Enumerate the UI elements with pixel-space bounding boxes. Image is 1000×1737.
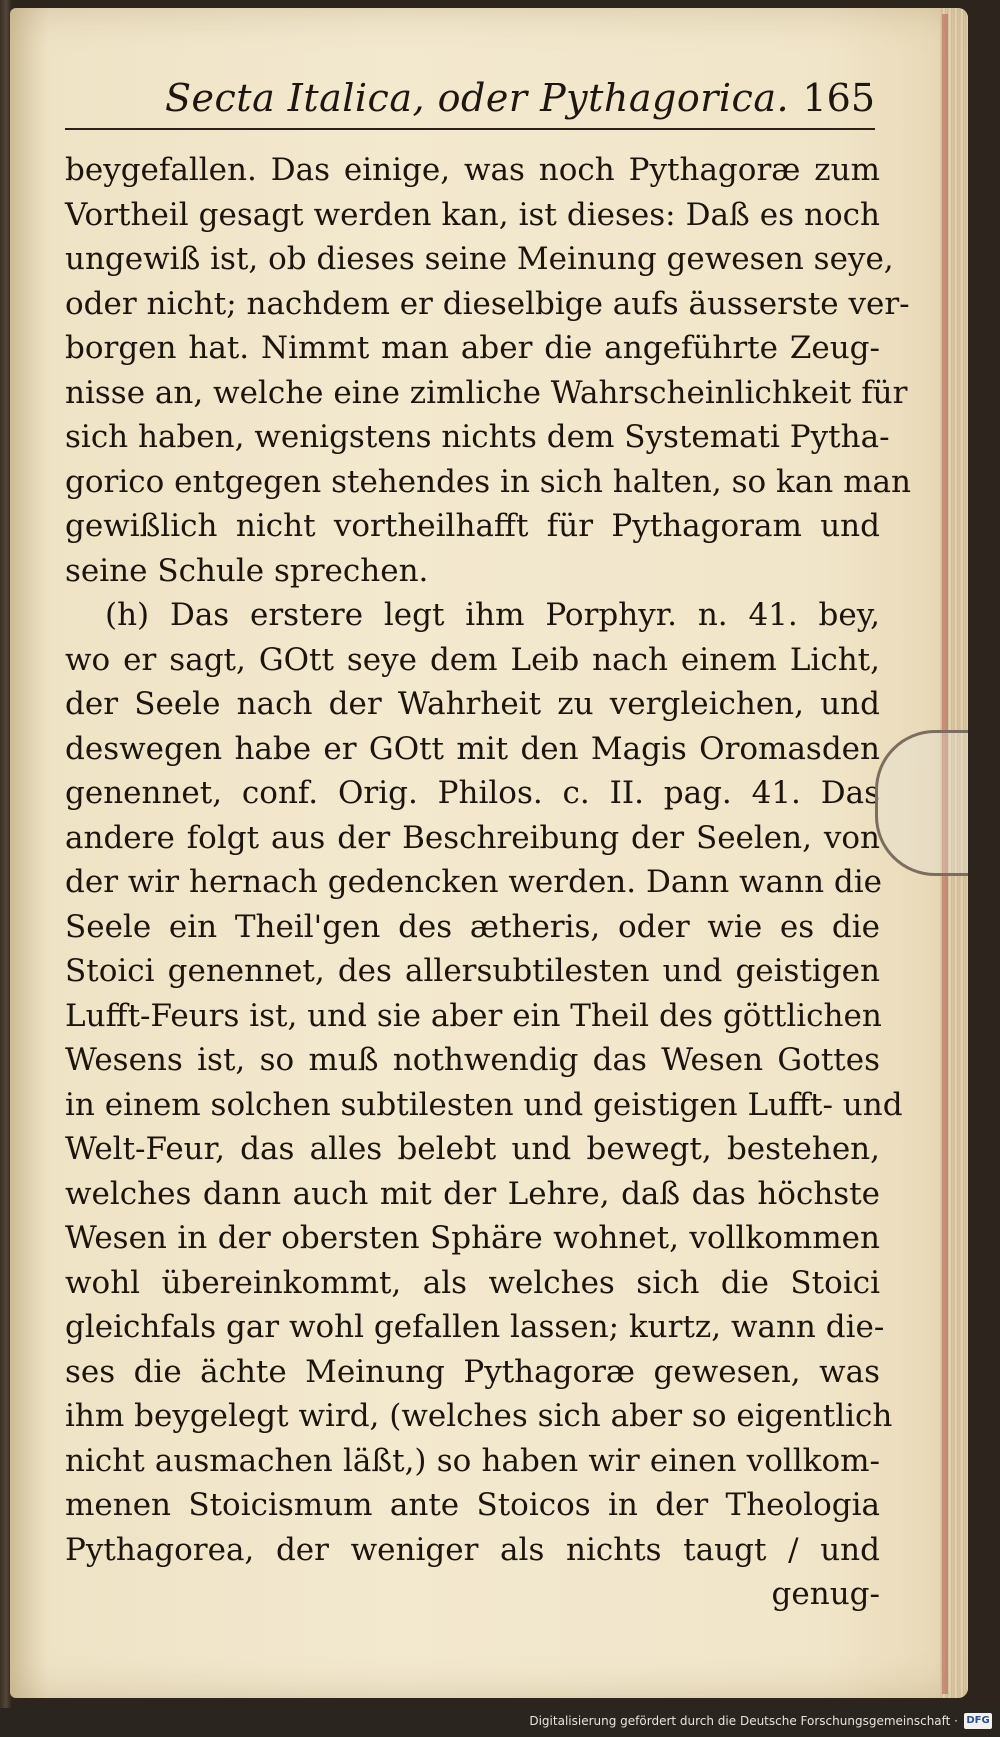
dfg-logo: DFG [964,1713,992,1729]
text-line: borgen hat. Nimmt man aber die angeführte Zeug- [65,330,880,366]
text-line: der wir hernach gedencken werden. Dann wann die [65,864,882,900]
text-line: ses die ächte Meinung Pythagoræ gewesen, was [65,1353,880,1390]
text-line: nicht ausmachen läßt,) so haben wir einen vollkom- [65,1442,880,1479]
text-line: gorico entgegen stehendes in sich halten, so kan man [65,463,911,500]
funding-note: Digitalisierung gefördert durch die Deutsche Forschungsgemeinschaft · [529,1714,958,1728]
text-line: Stoici genennet, des allersubtilesten und geistigen [65,953,880,989]
text-line: der Seele nach der Wahrheit zu vergleichen, und [65,686,880,722]
text-line: Pythagorea, der weniger als nichts taugt / und [65,1531,880,1568]
text-line: menen Stoicismum ante Stoicos in der Theologia [65,1487,880,1523]
body-text [65,148,911,1617]
text-line: Seele ein Theil'gen des ætheris, oder wie es die [65,908,880,945]
text-line: genennet, conf. Orig. Philos. c. II. pag. 41. Das [65,775,880,811]
text-line: beygefallen. Das einige, was noch Pythagoræ zum [65,152,880,188]
text-line: welches dann auch mit der Lehre, daß das höchste [65,1175,880,1212]
text-line: sich haben, wenigstens nichts dem Systemati Pytha- [65,419,890,455]
text-line: Wesen in der obersten Sphäre wohnet, vollkommen [65,1220,880,1256]
text-line: wohl übereinkommt, als welches sich die Stoici [65,1264,880,1301]
page-clip-tab [875,730,968,876]
text-line: Lufft-Feurs ist, und sie aber ein Theil des göttlichen [65,997,882,1034]
text-line: gleichfals gar wohl gefallen lassen; kurtz, wann die- [65,1309,885,1345]
text-line: ihm beygelegt wird, (welches sich aber so eigentlich [65,1398,893,1434]
text-line: oder nicht; nachdem er dieselbige aufs äusserste ver- [65,285,910,322]
text-line: gewißlich nicht vortheilhafft für Pythagoram und [65,508,880,544]
text-line: seine Schule sprechen. [65,552,429,589]
text-line: nisse an, welche eine zimliche Wahrscheinlichkeit für [65,374,908,411]
text-line: ungewiß ist, ob dieses seine Meinung gewesen seye, [65,241,894,277]
running-title: Secta Italica, oder Pythagorica. [165,76,790,120]
text-line: Welt-Feur, das alles belebt und bewegt, bestehen, [65,1131,880,1167]
page-number: 165 [802,76,875,120]
page-header [65,68,875,130]
text-line: wo er sagt, GOtt seye dem Leib nach einem Licht, [65,641,880,678]
text-line: Vortheil gesagt werden kan, ist dieses: Daß es noch [65,196,880,233]
book-page [10,8,968,1698]
footnote-h-start: (h) Das erstere legt ihm Porphyr. n. 41. bey, [105,597,880,633]
catchword: genug- [771,1576,880,1612]
text-line: Wesens ist, so muß nothwendig das Wesen Gottes [65,1042,880,1078]
text-line: andere folgt aus der Beschreibung der Seelen, von [65,819,880,856]
digitization-footer [0,1708,1000,1737]
text-line: in einem solchen subtilesten und geistigen Lufft- und [65,1086,903,1123]
text-line: deswegen habe er GOtt mit den Magis Oromasden [65,730,880,767]
